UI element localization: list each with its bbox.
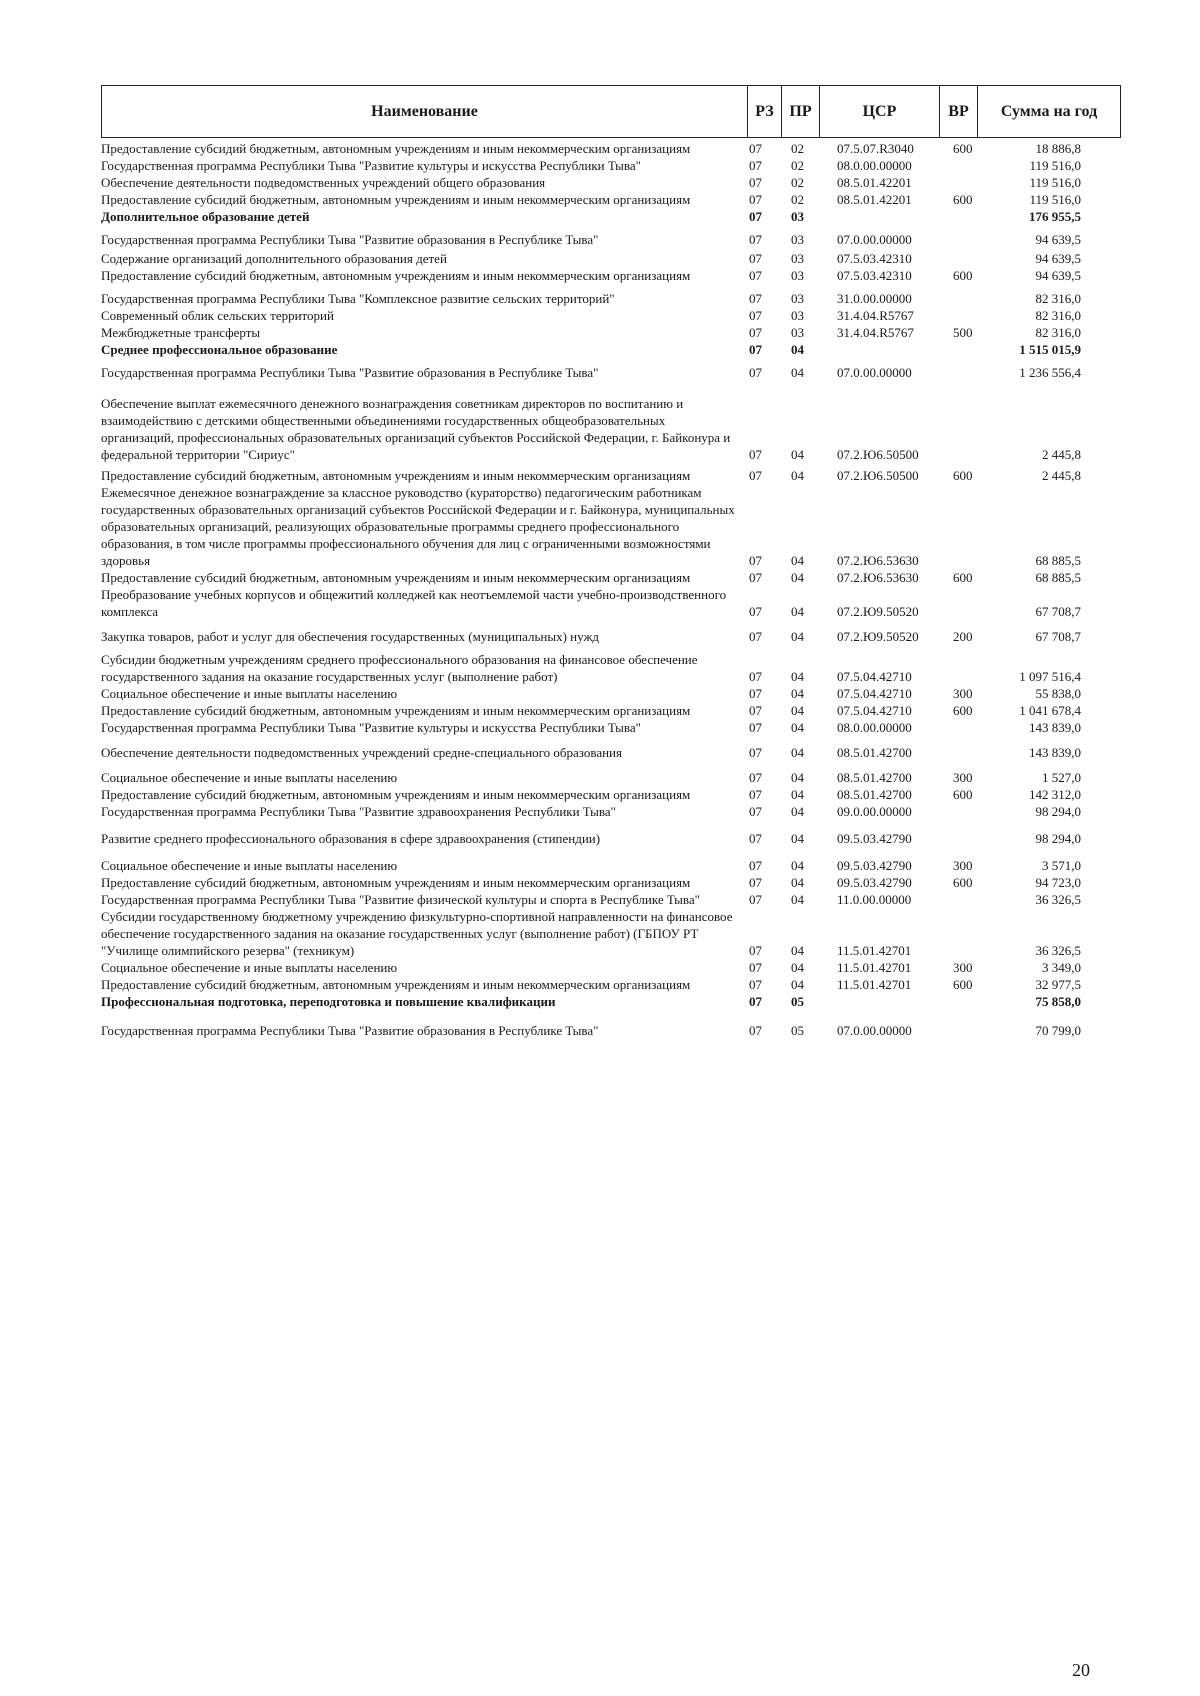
row-csr: 07.2.Ю6.53630 bbox=[837, 553, 919, 568]
row-sum: 3 349,0 bbox=[1042, 960, 1081, 975]
row-rz: 07 bbox=[749, 994, 762, 1009]
row-csr: 08.5.01.42700 bbox=[837, 770, 912, 785]
row-csr: 07.5.04.42710 bbox=[837, 686, 912, 701]
row-pr: 03 bbox=[791, 325, 804, 340]
table-row bbox=[101, 908, 1121, 959]
row-pr: 04 bbox=[791, 804, 804, 819]
table-row bbox=[101, 364, 1121, 381]
row-rz: 07 bbox=[749, 720, 762, 735]
row-pr: 04 bbox=[791, 686, 804, 701]
row-sum: 82 316,0 bbox=[1035, 291, 1081, 306]
row-name: Межбюджетные трансферты bbox=[101, 325, 261, 340]
table-row bbox=[101, 586, 1121, 620]
row-name: Государственная программа Республики Тыва "Комплексное развитие сельских территорий" bbox=[101, 291, 615, 306]
row-rz: 07 bbox=[749, 175, 762, 190]
table-row bbox=[101, 191, 1121, 208]
row-vr: 600 bbox=[953, 703, 973, 718]
table-row bbox=[101, 857, 1121, 874]
row-csr: 07.2.Ю9.50520 bbox=[837, 629, 919, 644]
row-sum: 142 312,0 bbox=[1029, 787, 1081, 802]
row-csr: 07.5.04.42710 bbox=[837, 703, 912, 718]
row-rz: 07 bbox=[749, 308, 762, 323]
row-name: Профессиональная подготовка, переподготовка и повышение квалификации bbox=[101, 994, 556, 1009]
row-sum: 3 571,0 bbox=[1042, 858, 1081, 873]
row-vr: 600 bbox=[953, 977, 973, 992]
row-pr: 04 bbox=[791, 960, 804, 975]
row-name: Предоставление субсидий бюджетным, автономным учреждениям и иным некоммерческим организациям bbox=[101, 787, 691, 802]
row-sum: 68 885,5 bbox=[1035, 553, 1081, 568]
row-vr: 600 bbox=[953, 468, 973, 483]
table-row bbox=[101, 290, 1121, 307]
header-csr: ЦСР bbox=[820, 86, 940, 137]
row-sum: 143 839,0 bbox=[1029, 745, 1081, 760]
table-row bbox=[101, 1022, 1121, 1039]
row-name: Закупка товаров, работ и услуг для обеспечения государственных (муниципальных) нужд bbox=[101, 629, 600, 644]
row-rz: 07 bbox=[749, 291, 762, 306]
row-name: Социальное обеспечение и иные выплаты населению bbox=[101, 770, 398, 785]
row-pr: 03 bbox=[791, 308, 804, 323]
header-name: Наименование bbox=[102, 86, 748, 137]
row-name: Предоставление субсидий бюджетным, автономным учреждениям и иным некоммерческим организациям bbox=[101, 703, 691, 718]
table-row bbox=[101, 569, 1121, 586]
row-pr: 04 bbox=[791, 553, 804, 568]
row-sum: 1 515 015,9 bbox=[1019, 342, 1081, 357]
row-pr: 03 bbox=[791, 251, 804, 266]
row-name: Государственная программа Республики Тыва "Развитие культуры и искусства Республики Тыва" bbox=[101, 158, 641, 173]
table-row bbox=[101, 769, 1121, 786]
row-name: Современный облик сельских территорий bbox=[101, 308, 334, 323]
row-rz: 07 bbox=[749, 141, 762, 156]
row-rz: 07 bbox=[749, 570, 762, 585]
row-csr: 07.5.03.42310 bbox=[837, 251, 912, 266]
row-csr: 31.4.04.R5767 bbox=[837, 308, 914, 323]
row-name: Предоставление субсидий бюджетным, автономным учреждениям и иным некоммерческим организациям bbox=[101, 977, 691, 992]
row-pr: 04 bbox=[791, 770, 804, 785]
row-name: Социальное обеспечение и иные выплаты населению bbox=[101, 686, 398, 701]
row-rz: 07 bbox=[749, 770, 762, 785]
row-sum: 1 527,0 bbox=[1042, 770, 1081, 785]
row-sum: 55 838,0 bbox=[1035, 686, 1081, 701]
row-rz: 07 bbox=[749, 1023, 762, 1038]
row-csr: 08.0.00.00000 bbox=[837, 720, 912, 735]
row-vr: 300 bbox=[953, 686, 973, 701]
row-sum: 94 723,0 bbox=[1035, 875, 1081, 890]
row-rz: 07 bbox=[749, 960, 762, 975]
row-name: Субсидии государственному бюджетному учреждению физкультурно-спортивной направленности на финансовое обеспечение государственного задания на оказание государственных услуг (выполнение работ) (ГБПОУ РТ "Училище олимпийского резерва" (техникум) bbox=[101, 909, 733, 958]
table-row bbox=[101, 157, 1121, 174]
row-rz: 07 bbox=[749, 251, 762, 266]
row-csr: 08.5.01.42201 bbox=[837, 192, 912, 207]
row-name: Предоставление субсидий бюджетным, автономным учреждениям и иным некоммерческим организациям bbox=[101, 875, 691, 890]
row-rz: 07 bbox=[749, 686, 762, 701]
row-csr: 08.5.01.42201 bbox=[837, 175, 912, 190]
table-row bbox=[101, 395, 1121, 463]
row-rz: 07 bbox=[749, 192, 762, 207]
row-csr: 09.0.00.00000 bbox=[837, 804, 912, 819]
table-row bbox=[101, 786, 1121, 803]
row-csr: 07.0.00.00000 bbox=[837, 365, 912, 380]
row-rz: 07 bbox=[749, 943, 762, 958]
header-rz: РЗ bbox=[748, 86, 782, 137]
row-csr: 07.0.00.00000 bbox=[837, 1023, 912, 1038]
row-name: Социальное обеспечение и иные выплаты населению bbox=[101, 960, 398, 975]
row-sum: 67 708,7 bbox=[1035, 604, 1081, 619]
table-row bbox=[101, 891, 1121, 908]
row-name: Предоставление субсидий бюджетным, автономным учреждениям и иным некоммерческим организациям bbox=[101, 570, 691, 585]
row-pr: 03 bbox=[791, 232, 804, 247]
row-sum: 67 708,7 bbox=[1035, 629, 1081, 644]
row-pr: 04 bbox=[791, 720, 804, 735]
row-name: Государственная программа Республики Тыва "Развитие образования в Республике Тыва" bbox=[101, 232, 599, 247]
row-pr: 04 bbox=[791, 831, 804, 846]
row-sum: 176 955,5 bbox=[1029, 209, 1081, 224]
row-rz: 07 bbox=[749, 669, 762, 684]
table-row bbox=[101, 993, 1121, 1010]
row-csr: 09.5.03.42790 bbox=[837, 831, 912, 846]
row-rz: 07 bbox=[749, 703, 762, 718]
row-rz: 07 bbox=[749, 629, 762, 644]
table-row bbox=[101, 267, 1121, 284]
row-vr: 600 bbox=[953, 268, 973, 283]
row-sum: 82 316,0 bbox=[1035, 308, 1081, 323]
table-row bbox=[101, 628, 1121, 645]
row-name: Обеспечение деятельности подведомственных учреждений общего образования bbox=[101, 175, 546, 190]
table-row bbox=[101, 140, 1121, 157]
table-row bbox=[101, 744, 1121, 761]
row-rz: 07 bbox=[749, 468, 762, 483]
row-pr: 02 bbox=[791, 141, 804, 156]
table-row bbox=[101, 976, 1121, 993]
row-name: Среднее профессиональное образование bbox=[101, 342, 338, 357]
row-name: Развитие среднего профессионального образования в сфере здравоохранения (стипендии) bbox=[101, 831, 601, 846]
table-row bbox=[101, 702, 1121, 719]
row-vr: 300 bbox=[953, 960, 973, 975]
row-pr: 04 bbox=[791, 703, 804, 718]
row-sum: 2 445,8 bbox=[1042, 468, 1081, 483]
row-pr: 02 bbox=[791, 192, 804, 207]
row-rz: 07 bbox=[749, 858, 762, 873]
row-name: Преобразование учебных корпусов и общежитий колледжей как неотъемлемой части учебно-производственного комплекса bbox=[101, 587, 727, 619]
row-pr: 04 bbox=[791, 342, 804, 357]
row-rz: 07 bbox=[749, 268, 762, 283]
row-name: Предоставление субсидий бюджетным, автономным учреждениям и иным некоммерческим организациям bbox=[101, 141, 691, 156]
row-pr: 04 bbox=[791, 629, 804, 644]
row-vr: 600 bbox=[953, 192, 973, 207]
row-pr: 03 bbox=[791, 209, 804, 224]
row-rz: 07 bbox=[749, 875, 762, 890]
row-pr: 04 bbox=[791, 604, 804, 619]
table-row bbox=[101, 250, 1121, 267]
table-header bbox=[101, 85, 1121, 138]
row-name: Предоставление субсидий бюджетным, автономным учреждениям и иным некоммерческим организациям bbox=[101, 468, 691, 483]
table-row bbox=[101, 719, 1121, 736]
row-sum: 119 516,0 bbox=[1029, 175, 1081, 190]
table-row bbox=[101, 874, 1121, 891]
row-rz: 07 bbox=[749, 553, 762, 568]
row-rz: 07 bbox=[749, 604, 762, 619]
row-rz: 07 bbox=[749, 447, 762, 462]
row-csr: 07.2.Ю6.53630 bbox=[837, 570, 919, 585]
row-rz: 07 bbox=[749, 787, 762, 802]
row-rz: 07 bbox=[749, 365, 762, 380]
row-csr: 08.5.01.42700 bbox=[837, 787, 912, 802]
row-vr: 500 bbox=[953, 325, 973, 340]
row-pr: 02 bbox=[791, 175, 804, 190]
row-name: Государственная программа Республики Тыва "Развитие физической культуры и спорта в Республике Тыва" bbox=[101, 892, 700, 907]
row-sum: 1 041 678,4 bbox=[1019, 703, 1081, 718]
row-name: Дополнительное образование детей bbox=[101, 209, 310, 224]
row-pr: 05 bbox=[791, 994, 804, 1009]
row-csr: 07.2.Ю6.50500 bbox=[837, 468, 919, 483]
row-csr: 07.5.07.R3040 bbox=[837, 141, 914, 156]
row-vr: 600 bbox=[953, 787, 973, 802]
row-csr: 08.5.01.42700 bbox=[837, 745, 912, 760]
row-name: Обеспечение деятельности подведомственных учреждений средне-специального образования bbox=[101, 745, 622, 760]
row-csr: 11.5.01.42701 bbox=[837, 960, 912, 975]
row-name: Предоставление субсидий бюджетным, автономным учреждениям и иным некоммерческим организациям bbox=[101, 268, 691, 283]
row-sum: 1 097 516,4 bbox=[1019, 669, 1081, 684]
table-row bbox=[101, 830, 1121, 847]
table-row bbox=[101, 685, 1121, 702]
row-pr: 03 bbox=[791, 268, 804, 283]
row-pr: 04 bbox=[791, 787, 804, 802]
row-csr: 31.0.00.00000 bbox=[837, 291, 912, 306]
row-name: Обеспечение выплат ежемесячного денежного вознаграждения советникам директоров по воспитанию и взаимодействию с детскими общественными объединениями государственных общеобразовательных организаций, профессиональных образовательных организаций субъектов Российской Федерации, г. Байконура и федеральной территории "Сириус" bbox=[101, 396, 731, 462]
table-row bbox=[101, 324, 1121, 341]
row-sum: 119 516,0 bbox=[1029, 192, 1081, 207]
row-sum: 1 236 556,4 bbox=[1019, 365, 1081, 380]
row-pr: 04 bbox=[791, 875, 804, 890]
row-pr: 04 bbox=[791, 570, 804, 585]
row-rz: 07 bbox=[749, 209, 762, 224]
row-vr: 600 bbox=[953, 570, 973, 585]
row-pr: 02 bbox=[791, 158, 804, 173]
row-sum: 98 294,0 bbox=[1035, 804, 1081, 819]
table-row bbox=[101, 484, 1121, 569]
row-sum: 94 639,5 bbox=[1035, 268, 1081, 283]
row-sum: 32 977,5 bbox=[1035, 977, 1081, 992]
row-name: Предоставление субсидий бюджетным, автономным учреждениям и иным некоммерческим организациям bbox=[101, 192, 691, 207]
table-row bbox=[101, 174, 1121, 191]
row-vr: 200 bbox=[953, 629, 973, 644]
table-row bbox=[101, 959, 1121, 976]
row-rz: 07 bbox=[749, 804, 762, 819]
row-pr: 04 bbox=[791, 669, 804, 684]
row-pr: 04 bbox=[791, 468, 804, 483]
row-sum: 82 316,0 bbox=[1035, 325, 1081, 340]
row-vr: 300 bbox=[953, 858, 973, 873]
row-csr: 07.5.03.42310 bbox=[837, 268, 912, 283]
row-sum: 70 799,0 bbox=[1035, 1023, 1081, 1038]
row-pr: 04 bbox=[791, 745, 804, 760]
row-sum: 143 839,0 bbox=[1029, 720, 1081, 735]
row-csr: 09.5.03.42790 bbox=[837, 858, 912, 873]
row-name: Социальное обеспечение и иные выплаты населению bbox=[101, 858, 398, 873]
row-vr: 600 bbox=[953, 875, 973, 890]
row-pr: 04 bbox=[791, 892, 804, 907]
row-pr: 04 bbox=[791, 858, 804, 873]
row-csr: 07.5.04.42710 bbox=[837, 669, 912, 684]
row-csr: 11.0.00.00000 bbox=[837, 892, 912, 907]
table-row bbox=[101, 651, 1121, 685]
row-vr: 600 bbox=[953, 141, 973, 156]
table-row bbox=[101, 803, 1121, 820]
row-name: Государственная программа Республики Тыва "Развитие образования в Республике Тыва" bbox=[101, 1023, 599, 1038]
row-sum: 36 326,5 bbox=[1035, 943, 1081, 958]
table-row bbox=[101, 208, 1121, 225]
row-pr: 05 bbox=[791, 1023, 804, 1038]
table-row bbox=[101, 307, 1121, 324]
table-row bbox=[101, 341, 1121, 358]
row-csr: 11.5.01.42701 bbox=[837, 977, 912, 992]
row-pr: 04 bbox=[791, 977, 804, 992]
row-sum: 98 294,0 bbox=[1035, 831, 1081, 846]
row-pr: 04 bbox=[791, 943, 804, 958]
row-rz: 07 bbox=[749, 892, 762, 907]
page-number: 20 bbox=[1072, 1660, 1090, 1680]
row-sum: 94 639,5 bbox=[1035, 251, 1081, 266]
header-sum: Сумма на год bbox=[1000, 102, 1098, 120]
row-sum: 18 886,8 bbox=[1035, 141, 1081, 156]
table-row bbox=[101, 231, 1121, 248]
row-csr: 31.4.04.R5767 bbox=[837, 325, 914, 340]
row-rz: 07 bbox=[749, 232, 762, 247]
row-csr: 07.2.Ю9.50520 bbox=[837, 604, 919, 619]
table-body bbox=[101, 140, 1121, 1039]
row-pr: 03 bbox=[791, 291, 804, 306]
row-sum: 36 326,5 bbox=[1035, 892, 1081, 907]
row-rz: 07 bbox=[749, 325, 762, 340]
row-csr: 08.0.00.00000 bbox=[837, 158, 912, 173]
row-name: Государственная программа Республики Тыва "Развитие здравоохранения Республики Тыва" bbox=[101, 804, 616, 819]
row-rz: 07 bbox=[749, 158, 762, 173]
row-sum: 94 639,5 bbox=[1035, 232, 1081, 247]
row-name: Государственная программа Республики Тыва "Развитие образования в Республике Тыва" bbox=[101, 365, 599, 380]
row-csr: 07.0.00.00000 bbox=[837, 232, 912, 247]
row-rz: 07 bbox=[749, 745, 762, 760]
row-name: Субсидии бюджетным учреждениям среднего профессионального образования на финансовое обеспечение государственного задания на оказание государственных услуг (выполнение работ) bbox=[101, 652, 698, 684]
row-rz: 07 bbox=[749, 831, 762, 846]
row-name: Государственная программа Республики Тыва "Развитие культуры и искусства Республики Тыва" bbox=[101, 720, 641, 735]
row-csr: 07.2.Ю6.50500 bbox=[837, 447, 919, 462]
table-row bbox=[101, 467, 1121, 484]
row-vr: 300 bbox=[953, 770, 973, 785]
row-sum: 75 858,0 bbox=[1035, 994, 1081, 1009]
row-name: Ежемесячное денежное вознаграждение за классное руководство (кураторство) педагогическим работникам государственных образовательных организаций субъектов Российской Федерации и г. Байконура, муниципальных образовательных организаций, реализующих образовательные программы среднего профессионального образования, в том числе программы профессионального обучения для лиц с ограниченными возможностями здоровья bbox=[101, 485, 735, 568]
row-rz: 07 bbox=[749, 342, 762, 357]
header-pr: ПР bbox=[782, 86, 820, 137]
row-csr: 11.5.01.42701 bbox=[837, 943, 912, 958]
row-sum: 68 885,5 bbox=[1035, 570, 1081, 585]
header-vr: ВР bbox=[940, 86, 978, 137]
row-csr: 09.5.03.42790 bbox=[837, 875, 912, 890]
row-name: Содержание организаций дополнительного образования детей bbox=[101, 251, 447, 266]
row-pr: 04 bbox=[791, 447, 804, 462]
row-pr: 04 bbox=[791, 365, 804, 380]
row-sum: 119 516,0 bbox=[1029, 158, 1081, 173]
row-rz: 07 bbox=[749, 977, 762, 992]
row-sum: 2 445,8 bbox=[1042, 447, 1081, 462]
